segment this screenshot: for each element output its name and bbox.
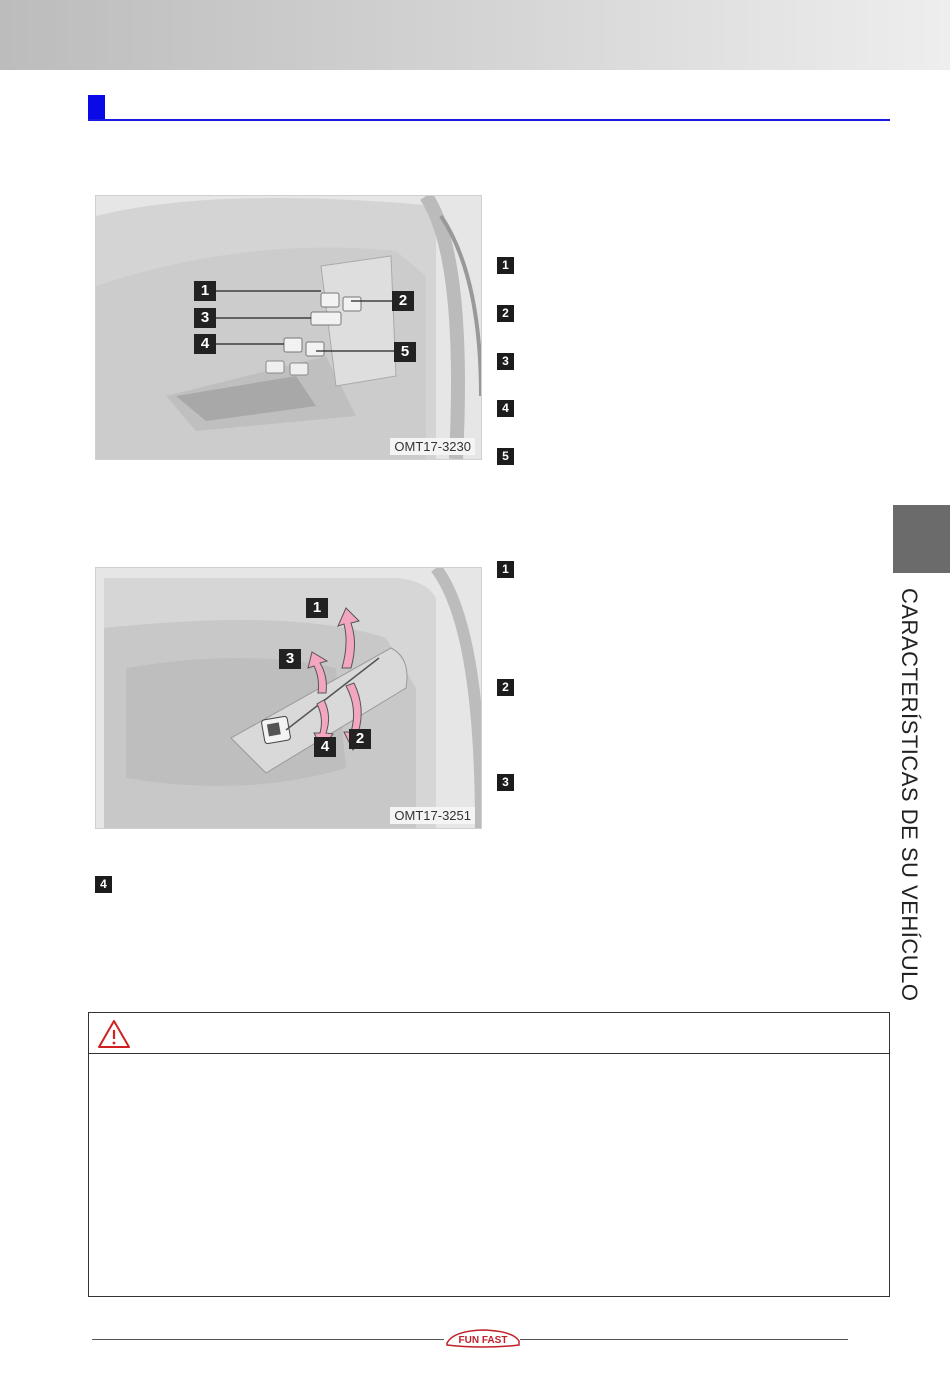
callout-4: 4 [314,737,336,757]
list-marker-4: 4 [497,400,514,417]
svg-text:FUN FAST: FUN FAST [458,1335,508,1346]
callout-4: 4 [194,334,216,354]
footer-rule-right [520,1339,848,1340]
list-marker-1: 1 [497,257,514,274]
figure-switch-operation [95,567,482,829]
section-rule [88,119,890,121]
list-marker-3: 3 [497,774,514,791]
warning-box [88,1012,890,1297]
fun-fast-logo [443,1327,523,1351]
callout-1: 1 [306,598,328,618]
callout-1: 1 [194,281,216,301]
figure-window-switches [95,195,482,460]
list-marker-5: 5 [497,448,514,465]
header-band [0,0,950,70]
figure-code: OMT17-3230 [390,438,475,455]
warning-header [89,1013,889,1054]
list-marker-2: 2 [497,305,514,322]
window-switch-illustration [96,196,481,459]
callout-3: 3 [194,308,216,328]
chapter-title: CARACTERÍSTICAS DE SU VEHÍCULO [897,588,922,1002]
callout-2: 2 [349,729,371,749]
chapter-tab [893,505,950,573]
list-marker-1: 1 [497,561,514,578]
footer-rule-left [92,1339,444,1340]
callout-3: 3 [279,649,301,669]
switch-operation-illustration [96,568,481,828]
section-marker [88,95,105,119]
callout-5: 5 [394,342,416,362]
warning-triangle-icon [96,1018,132,1050]
list-marker-2: 2 [497,679,514,696]
list-marker-4: 4 [95,876,112,893]
figure-code: OMT17-3251 [390,807,475,824]
callout-2: 2 [392,291,414,311]
list-marker-3: 3 [497,353,514,370]
